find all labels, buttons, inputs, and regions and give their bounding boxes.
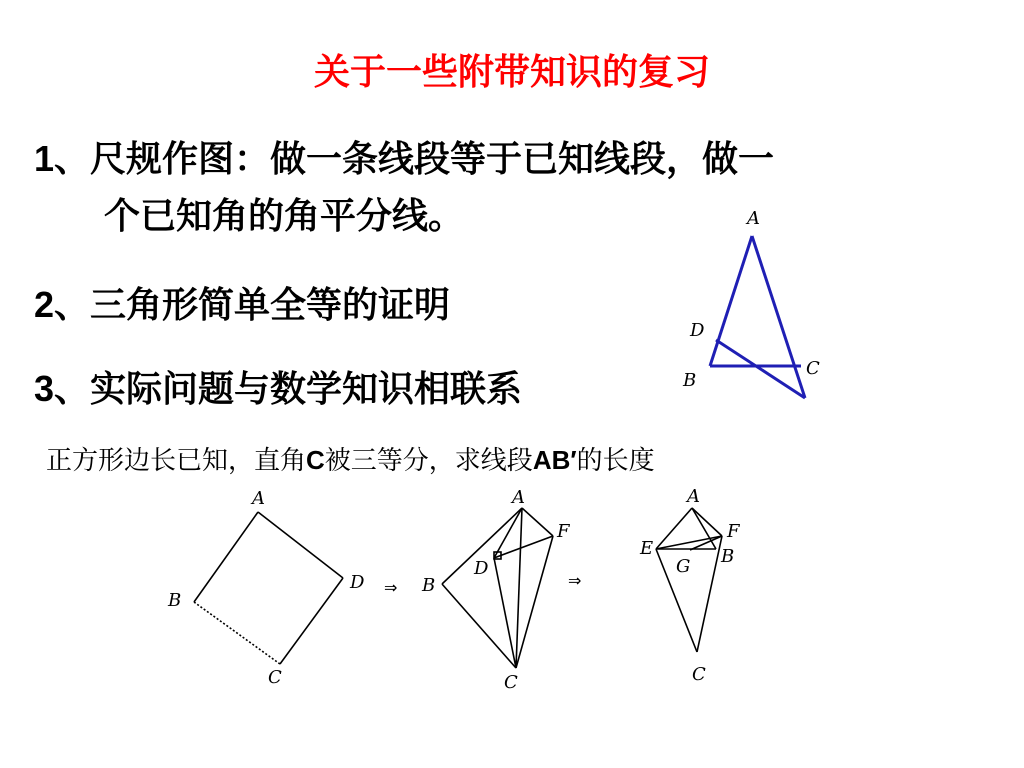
kite-figure xyxy=(656,508,722,652)
label-f: F xyxy=(557,521,570,542)
square-figure xyxy=(194,512,343,664)
fold-line-dc xyxy=(494,558,516,668)
square-side-ab xyxy=(194,512,258,602)
label-c: C xyxy=(692,664,706,685)
item-separator: 、 xyxy=(54,369,91,410)
label-d: D xyxy=(690,320,705,341)
label-b: B xyxy=(683,370,697,391)
triangle-side-ac xyxy=(752,236,805,398)
item-text: 尺规作图：做一条线段等于已知线段，做一 xyxy=(90,139,775,180)
label-a: A xyxy=(747,208,760,229)
fold-line-ac xyxy=(516,508,522,668)
kite-line-gf xyxy=(690,536,722,550)
triangle-figure xyxy=(710,236,805,398)
item-number: 3 xyxy=(34,368,55,409)
label-b: B xyxy=(422,575,436,596)
item-number: 1 xyxy=(34,138,55,179)
arrow-icon: ⇒ xyxy=(568,571,582,590)
label-c: C xyxy=(806,358,820,379)
fold-line-ad xyxy=(494,508,522,558)
problem-text-part2: 被三等分，求线段 xyxy=(324,446,533,476)
label-b: B xyxy=(168,590,182,611)
label-a: A xyxy=(252,488,265,509)
square-side-ad xyxy=(258,512,343,578)
label-e: E xyxy=(640,538,654,559)
problem-text-part1: 正方形边长已知，直角 xyxy=(46,446,307,476)
item-text: 实际问题与数学知识相联系 xyxy=(90,369,523,410)
label-d: D xyxy=(350,572,365,593)
fold-line-df xyxy=(494,536,553,558)
label-a: A xyxy=(687,486,700,507)
item-number: 2 xyxy=(34,284,55,325)
label-d: D xyxy=(474,558,489,579)
kite-line-af xyxy=(692,508,722,536)
label-c: C xyxy=(268,667,282,688)
fold-line-fc xyxy=(516,536,553,668)
triangle-side-ab xyxy=(710,236,752,366)
square-side-dc xyxy=(280,578,343,664)
problem-var-c: C xyxy=(306,445,325,475)
fold-figure xyxy=(442,508,553,668)
slide-title: 关于一些附带知识的复习 xyxy=(313,52,710,93)
triangle-segment-dc xyxy=(716,340,805,398)
fold-line-bc xyxy=(442,584,516,668)
label-c: C xyxy=(504,672,518,693)
label-f: F xyxy=(727,521,740,542)
square-side-bc-dotted xyxy=(194,602,280,664)
item-text: 个已知角的角平分线。 xyxy=(104,196,465,237)
label-a: A xyxy=(512,487,525,508)
problem-text-part3: 的长度 xyxy=(576,446,655,476)
kite-line-fc xyxy=(697,536,722,652)
problem-var-ab: AB′ xyxy=(532,445,577,475)
item-separator: 、 xyxy=(54,139,91,180)
label-b: B xyxy=(721,546,735,567)
arrow-icon: ⇒ xyxy=(384,578,398,597)
item-text: 三角形简单全等的证明 xyxy=(90,285,451,326)
kite-line-ab xyxy=(692,508,716,549)
label-g: G xyxy=(676,556,691,577)
item-separator: 、 xyxy=(54,285,91,326)
fold-line-af xyxy=(522,508,553,536)
